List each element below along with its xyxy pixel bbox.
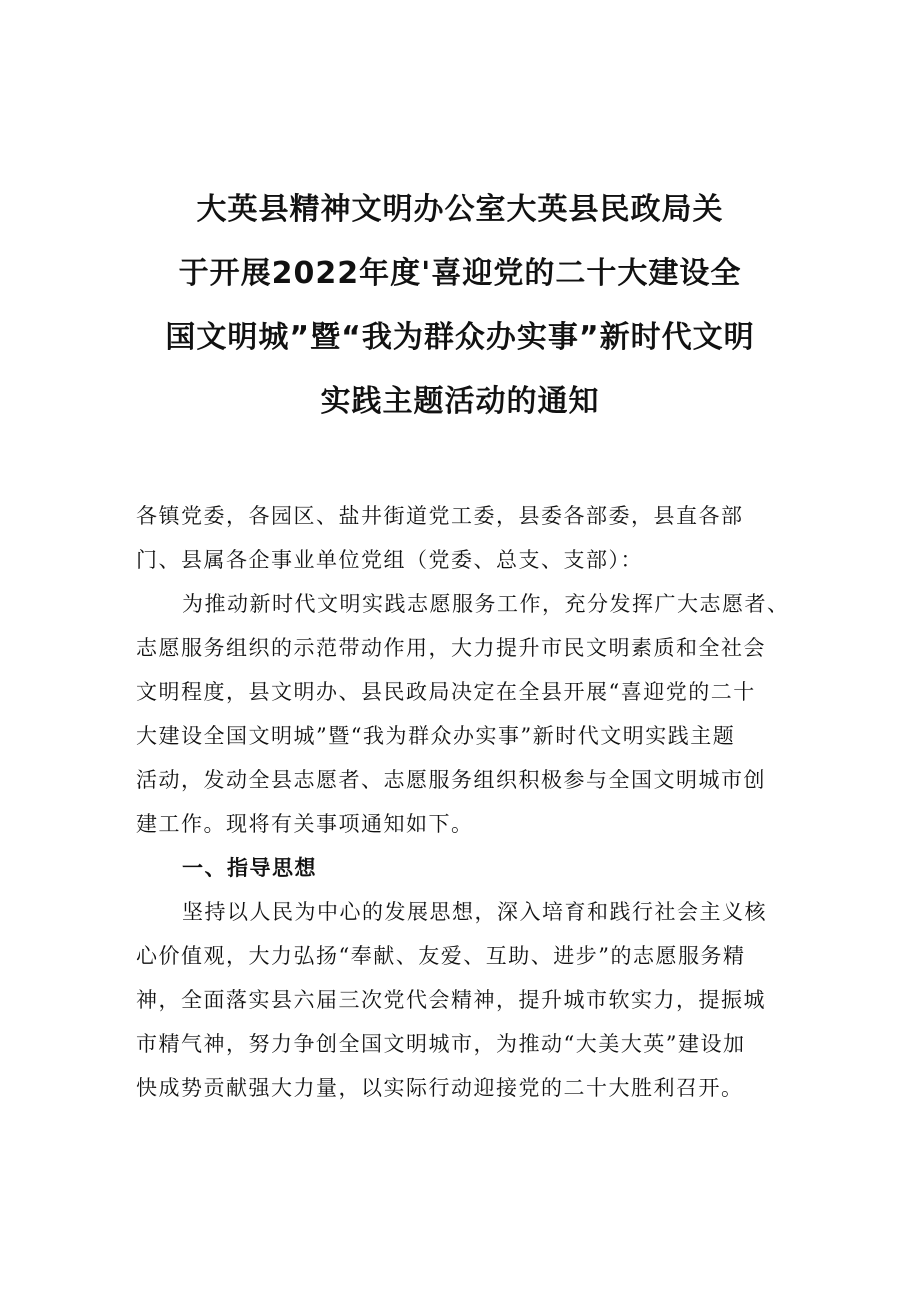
title-line: 实践主题活动的通知 xyxy=(320,384,600,419)
paragraph-line: 志愿服务组织的示范带动作用，大力提升市民文明素质和全社会 xyxy=(136,636,766,660)
paragraph-line: 大建设全国文明城”暨“我为群众办实事”新时代文明实践主题 xyxy=(136,724,736,748)
addressee-line: 各镇党委，各园区、盐井街道党工委，县委各部委，县直各部 xyxy=(136,504,744,528)
paragraph-line: 文明程度，县文明办、县民政局决定在全县开展“喜迎党的二十 xyxy=(136,680,756,704)
section-heading: 一、指导思想 xyxy=(182,856,317,880)
intro-paragraph xyxy=(136,582,796,846)
paragraph-line: 活动，发动全县志愿者、志愿服务组织积极参与全国文明城市创 xyxy=(136,768,766,792)
paragraph-line: 心价值观，大力弘扬“奉献、友爱、互助、进步”的志愿服务精 xyxy=(136,944,746,968)
title-line: 国文明城”暨“我为群众办实事”新时代文明 xyxy=(165,320,755,355)
title-line: 于开展2022年度'喜迎党的二十大建设全 xyxy=(178,256,742,291)
paragraph-line: 坚持以人民为中心的发展思想，深入培育和践行社会主义核 xyxy=(182,900,767,924)
title-line: 大英县精神文明办公室大英县民政局关 xyxy=(196,192,724,227)
addressee-line: 门、县属各企事业单位党组（党委、总支、支部）： xyxy=(136,548,643,572)
document-body xyxy=(136,494,796,1110)
paragraph-line: 市精气神，努力争创全国文明城市，为推动“大美大英”建设加 xyxy=(136,1032,746,1056)
paragraph-line: 神，全面落实县六届三次党代会精神，提升城市软实力，提振城 xyxy=(136,988,766,1012)
addressee xyxy=(136,494,796,582)
section-1-paragraph xyxy=(136,890,796,1110)
paragraph-line: 为推动新时代文明实践志愿服务工作，充分发挥广大志愿者、 xyxy=(182,592,790,616)
document-title xyxy=(0,178,920,434)
paragraph-line: 快成势贡献强大力量，以实际行动迎接党的二十大胜利召开。 xyxy=(136,1076,744,1100)
paragraph-line: 建工作。现将有关事项通知如下。 xyxy=(136,812,474,836)
